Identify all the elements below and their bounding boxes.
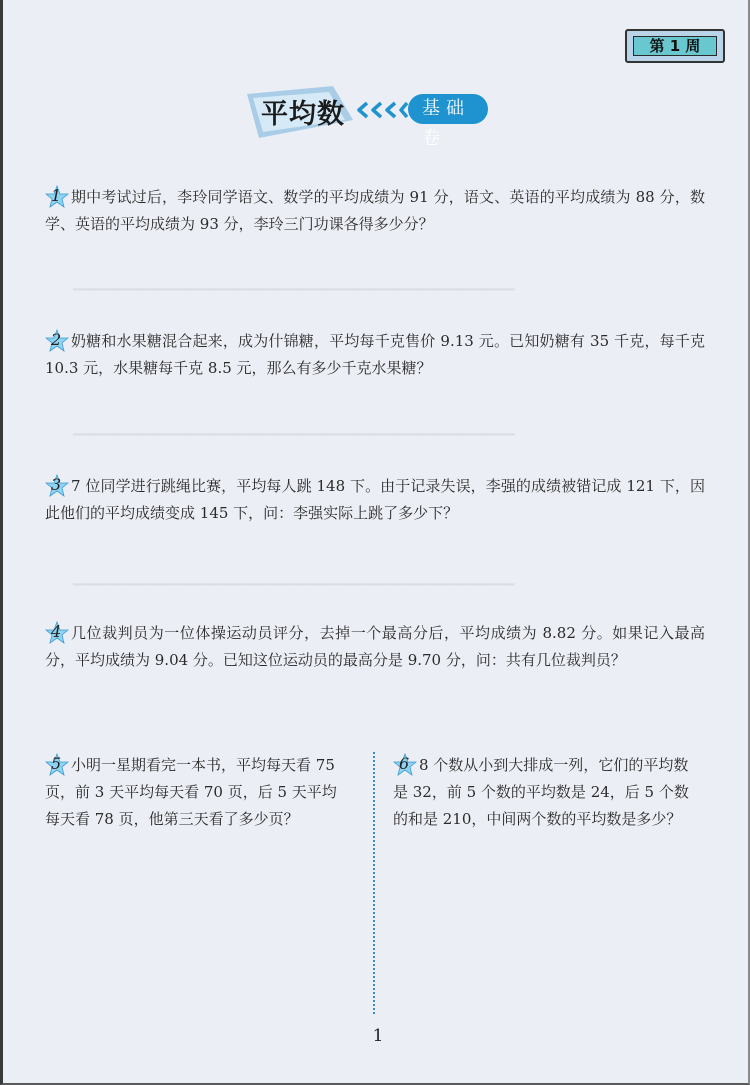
- problem-1: [45, 184, 705, 238]
- problem-number: 1: [51, 186, 62, 205]
- chevron-arrows-icon: [357, 101, 409, 119]
- page-title: 平均数: [261, 99, 345, 130]
- problem-text: 几位裁判员为一位体操运动员评分，去掉一个最高分后，平均成绩为 8.82 分。如果记入最高分，平均成绩为 9.04 分。已知这位运动员的最高分是 9.70 分，问：共有几位裁判员？: [45, 624, 705, 669]
- week-badge: [625, 29, 725, 63]
- problem-text: 奶糖和水果糖混合起来，成为什锦糖，平均每千克售价 9.13 元。已知奶糖有 35 千克，每千克 10.3 元，水果糖每千克 8.5 元，那么有多少千克水果糖？: [45, 332, 705, 377]
- problem-number: 5: [51, 754, 62, 773]
- problem-6: [393, 752, 693, 833]
- problem-2: [45, 328, 705, 382]
- problem-5: [45, 752, 345, 833]
- problem-number: 4: [51, 622, 62, 641]
- problem-text: 小明一星期看完一本书，平均每天看 75 页，前 3 天平均每天看 70 页，后 5 天平均每天看 78 页，他第三天看了多少页？: [45, 756, 337, 828]
- problem-number: 6: [399, 754, 410, 773]
- column-divider: [373, 752, 375, 1014]
- level-badge: [408, 94, 488, 149]
- problem-text: 7 位同学进行跳绳比赛，平均每人跳 148 下。由于记录失误，李强的成绩被错记成 121 下，因此他们的平均成绩变成 145 下，问：李强实际上跳了多少下？: [45, 477, 705, 522]
- problem-number: 2: [51, 330, 62, 349]
- problem-text: 期中考试过后，李玲同学语文、数学的平均成绩为 91 分，语文、英语的平均成绩为 88 分，数学、英语的平均成绩为 93 分，李玲三门功课各得多少分？: [45, 188, 705, 233]
- bleed-through-text: ▁▁▁▁▁▁▁▁▁▁▁▁▁▁▁▁▁▁▁▁▁▁▁▁▁▁▁▁▁▁▁▁▁▁▁▁▁▁▁▁▁: [73, 275, 515, 291]
- bleed-through-text: ▁▁▁▁▁▁▁▁▁▁▁▁▁▁▁▁▁▁▁▁▁▁▁▁▁▁▁▁▁▁▁▁▁▁▁▁▁▁▁▁▁: [73, 420, 515, 436]
- bleed-through-text: ▁▁▁▁▁▁▁▁▁▁▁▁▁▁▁▁▁▁▁▁▁▁▁▁▁▁▁▁▁▁▁▁▁▁▁▁▁▁▁▁▁: [73, 570, 515, 586]
- level-badge-text: 基础卷: [422, 98, 470, 149]
- problem-3: [45, 473, 705, 527]
- week-label: 第 1 周: [633, 36, 717, 56]
- problem-text: 8 个数从小到大排成一列，它们的平均数是 32，前 5 个数的平均数是 24，后 5 个数的和是 210，中间两个数的平均数是多少？: [393, 756, 689, 828]
- problem-4: [45, 620, 705, 674]
- problem-number: 3: [51, 475, 62, 494]
- section-title: [241, 80, 501, 150]
- page-number: 1: [372, 1026, 384, 1046]
